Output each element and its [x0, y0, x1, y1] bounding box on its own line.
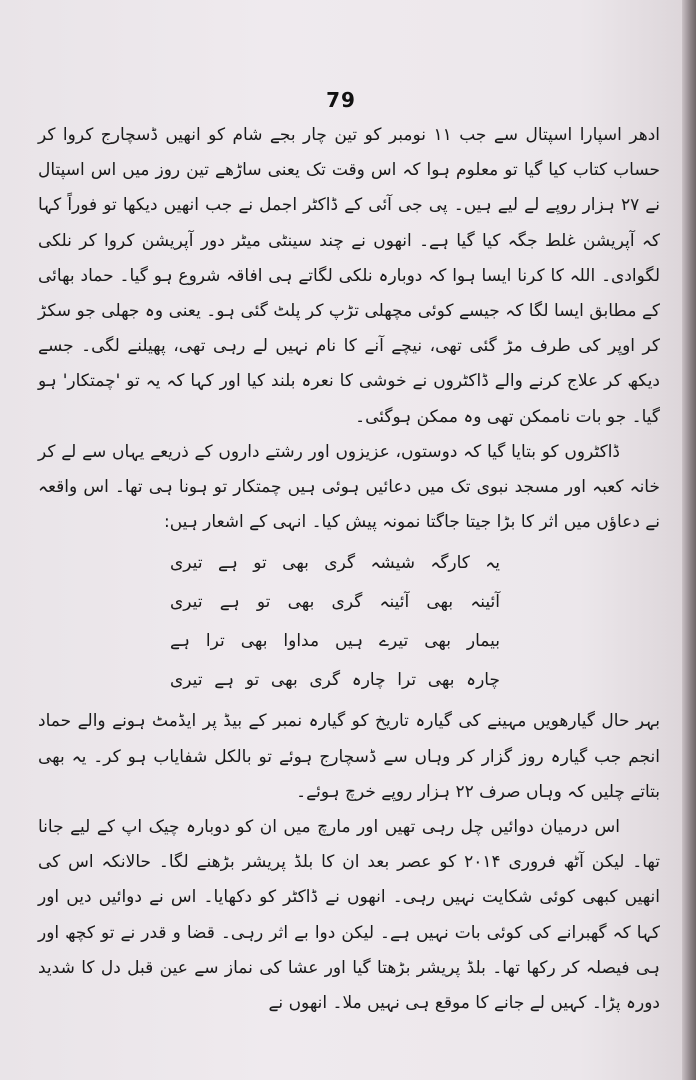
paragraph-2: ڈاکٹروں کو بتایا گیا کہ دوستوں، عزیزوں اور رشتے داروں کے ذریعے یہاں سے لے کر خانہ کعبہ اور مسجد نبوی تک میں دعائیں ہوئی ہیں چمتکار تو ہونا ہی تھا۔ اس واقعہ نے دعاؤں میں اثر کا بڑا جیتا جاگتا نمونہ پیش کیا۔ انہی کے اشعار ہیں:: [38, 441, 660, 533]
page-edge: [682, 0, 696, 1080]
poem-line: بیمار بھی تیرے ہیں مداوا بھی ترا ہے: [170, 631, 500, 652]
poem-block: [38, 540, 660, 704]
poem-line: چارہ بھی ترا چارہ گری بھی تو ہے تیری: [170, 670, 500, 691]
paragraph-3: بہر حال گیارھویں مہینے کی گیارہ تاریخ کو گیارہ نمبر کے بیڈ پر ایڈمٹ ہونے والے حماد انجم جب گیارہ روز گزار کر وہاں سے ڈسچارج ہوئے تو بالکل شفایاب ہو کر۔ یہ بھی بتاتے چلیں کہ وہاں صرف ۲۲ ہزار روپے خرچ ہوئے۔: [38, 711, 660, 802]
poem-line: آئینہ بھی آئینہ گری بھی تو ہے تیری: [170, 592, 500, 613]
page-number: 79: [326, 88, 356, 112]
paragraph-4: اس درمیان دوائیں چل رہی تھیں اور مارچ میں ان کو دوبارہ چیک اپ کے لیے جانا تھا۔ لیکن آٹھ فروری ۲۰۱۴ کو عصر بعد ان کا بلڈ پریشر بڑھنے لگا۔ حالانکہ اس کی انھیں کبھی کوئی شکایت نہیں رہی۔ انھوں نے ڈاکٹر کو دکھایا۔ اس نے دوائیں دیں اور کہا کہ گھبرانے کی کوئی بات نہیں ہے۔ لیکن دوا بے اثر رہی۔ قضا و قدر نے تو کچھ اور ہی فیصلہ کر رکھا تھا۔ بلڈ پریشر بڑھتا گیا اور عشا کی نماز سے عین قبل دل کا شدید دورہ پڑا۔ کہیں لے جانے کا موقع ہی نہیں ملا۔ انھوں نے: [38, 817, 660, 1014]
poem-line: یہ کارگہ شیشہ گری بھی تو ہے تیری: [170, 553, 500, 574]
page-body: [38, 118, 660, 1021]
paragraph-1: ادھر اسپارا اسپتال سے جب ۱۱ نومبر کو تین چار بجے شام کو انھیں ڈسچارج کروا کر حساب کتاب کیا گیا تو معلوم ہوا کہ اس وقت تک یعنی ساڑھے تین روز میں اس اسپتال نے ۲۷ ہزار روپے لے لیے ہیں۔ پی جی آئی کے ڈاکٹر اجمل نے جب انھیں دیکھا تو فوراً کہا کہ آپریشن غلط جگہ کیا گیا ہے۔ انھوں نے چند سینٹی میٹر دور آپریشن کروا کر نلکی لگوادی۔ اللہ کا کرنا ایسا ہوا کہ دوبارہ نلکی لگاتے ہی افاقہ شروع ہو گیا۔ حماد بھائی کے مطابق ایسا لگا کہ جیسے کوئی مچھلی تڑپ کر پلٹ گئی ہو۔ یعنی وہ جھلی جو سکڑ کر اوپر کی طرف مڑ گئی تھی، نیچے آنے کا نام نہیں لے رہی تھی، پھیلنے لگی۔ جسے دیکھ کر علاج کرنے والے ڈاکٹروں نے خوشی کا نعرہ بلند کیا اور کہا کہ یہ تو 'چمتکار' ہو گیا۔ جو بات ناممکن تھی وہ ممکن ہوگئی۔: [38, 125, 660, 427]
